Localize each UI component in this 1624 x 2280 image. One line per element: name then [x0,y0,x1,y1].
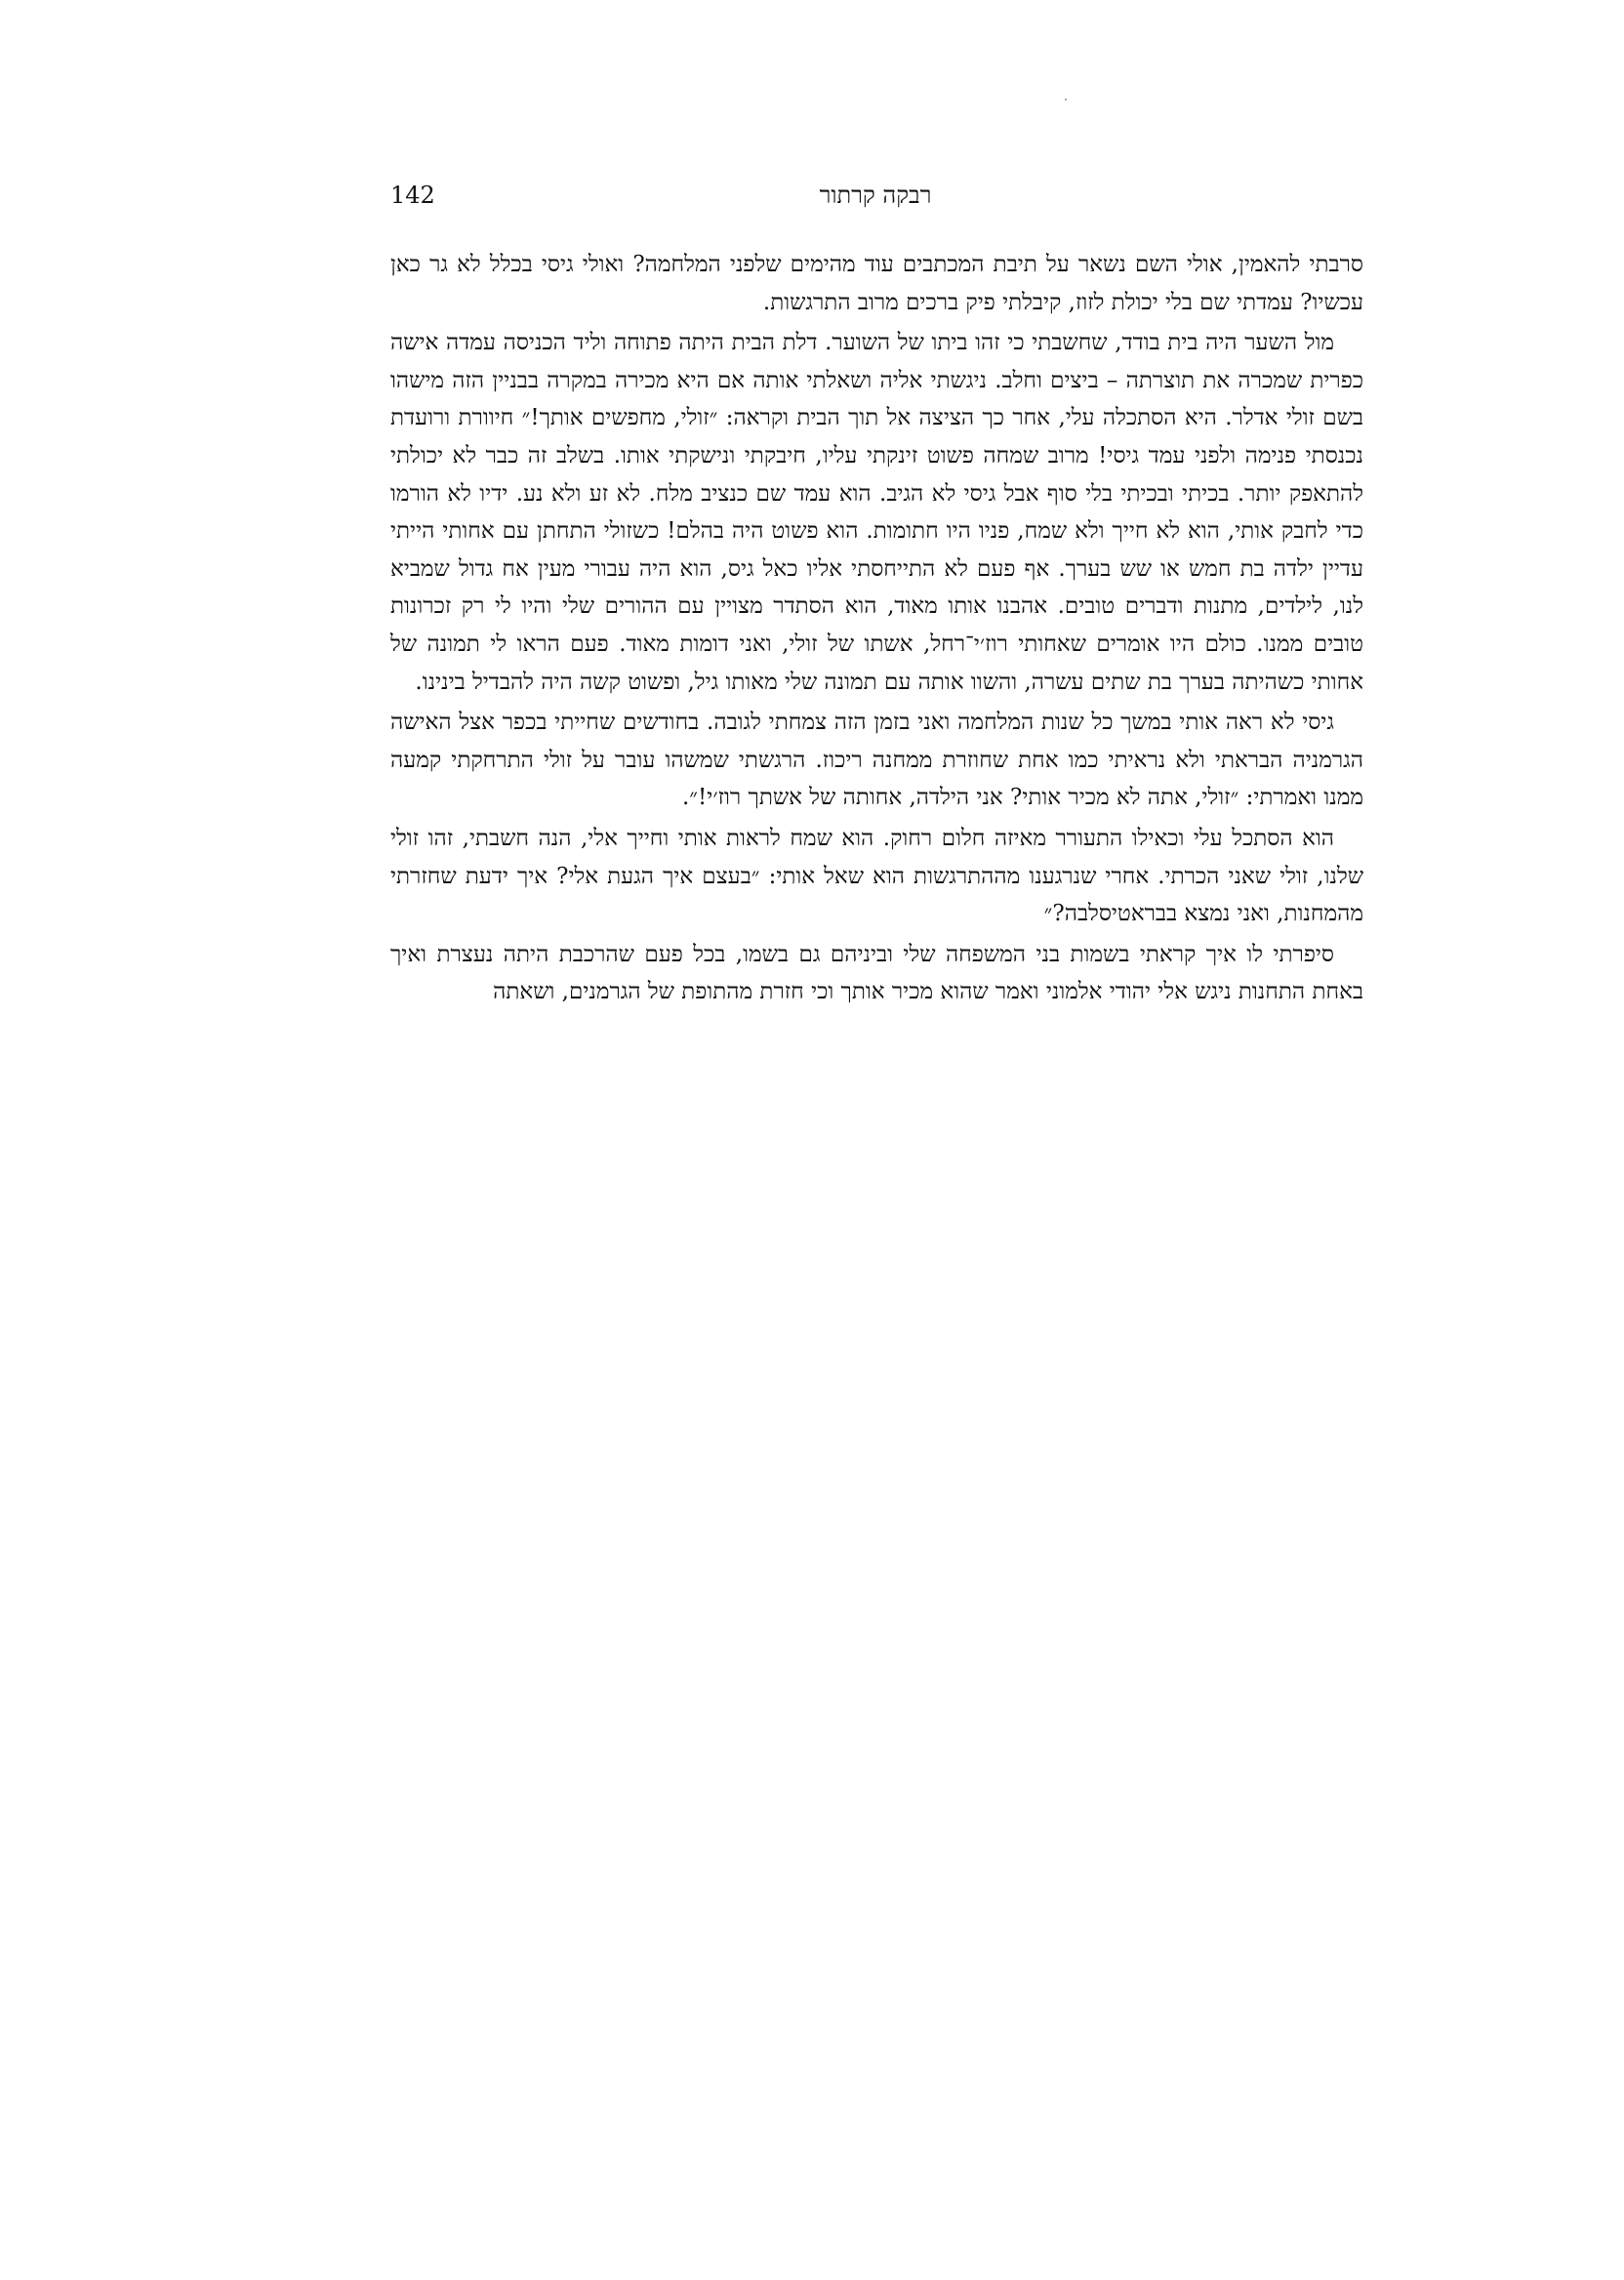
scan-speck [1065,99,1067,101]
paragraph-1: סרבתי להאמין, אולי השם נשאר על תיבת המכתבים עוד מהימים שלפני המלחמה? ואולי גיסי בכלל לא גר כאן עכשיו? עמדתי שם בלי יכולת לזוז, קיבלתי פיק ברכים מרוב התרגשות. [390,252,1363,315]
paragraph-4: הוא הסתכל עלי וכאילו התעורר מאיזה חלום רחוק. הוא שמח לראות אותי וחייך אלי, הנה חשבתי, זהו זולי שלנו, זולי שאני הכרתי. אחרי שנרגענו מההתרגשות הוא שאל אותי: ״בעצם איך הגעת אלי? איך ידעת שחזרתי מהמחנות, ואני נמצא בבראטיסלבה?״ [390,825,1363,927]
running-header [390,182,1363,221]
paragraph-2: מול השער היה בית בודד, שחשבתי כי זהו ביתו של השוער. דלת הבית היתה פתוחה וליד הכניסה עמדה אישה כפרית שמכרה את תוצרתה – ביצים וחלב. ניגשתי אליה ושאלתי אותה אם היא מכירה במקרה בבניין הזה מישהו בשם זולי אדלר. היא הסתכלה עלי, אחר כך הציצה אל תוך הבית וקראה: ״זולי, מחפשים אותך!״ חיוורת ורועדת נכנסתי פנימה ולפני עמד גיסי! מרוב שמחה פשוט זינקתי עליו, חיבקתי ונישקתי אותו. בשלב זה כבר לא יכולתי להתאפק יותר. בכיתי ובכיתי בלי סוף אבל גיסי לא הגיב. הוא עמד שם כנציב מלח. לא זע ולא נע. ידיו לא הורמו כדי לחבק אותי, הוא לא חייך ולא שמח, פניו היו חתומות. הוא פשוט היה בהלם! כשזולי התחתן עם אחותי הייתי עדיין ילדה בת חמש או שש בערך. אף פעם לא התייחסתי אליו כאל גיס, הוא היה עבורי מעין אח גדול שמביא לנו, לילדים, מתנות ודברים טובים. אהבנו אותו מאוד, הוא הסתדר מצויין עם ההורים שלי והיו לי רק זכרונות טובים ממנו. כולם היו אומרים שאחותי רוז׳י־רחל, אשתו של זולי, ואני דומות מאוד. פעם הראו לי תמונה של אחותי כשהיתה בערך בת שתים עשרה, והשוו אותה עם תמונה שלי מאותו גיל, ופשוט קשה היה להבדיל בינינו. [390,330,1363,695]
paragraph-3: גיסי לא ראה אותי במשך כל שנות המלחמה ואני בזמן הזה צמחתי לגובה. בחודשים שחייתי בכפר אצל האישה הגרמניה הבראתי ולא נראיתי כמו אחת שחוזרת ממחנה ריכוז. הרגשתי שמשהו עובר על זולי התרחקתי קמעה ממנו ואמרתי: ״זולי, אתה לא מכיר אותי? אני הילדה, אחותה של אשתך רוז׳י!״. [390,710,1363,811]
paragraph-5: סיפרתי לו איך קראתי בשמות בני המשפחה שלי וביניהם גם בשמו, בכל פעם שהרכבת היתה נעצרת ואיך באחת התחנות ניגש אלי יהודי אלמוני ואמר שהוא מכיר אותך וכי חזרת מהתופת של הגרמנים, ושאתה [390,941,1363,1005]
body-text [390,246,1363,1427]
running-title: רבקה קרתור [819,182,932,209]
page-number: 142 [390,182,435,209]
